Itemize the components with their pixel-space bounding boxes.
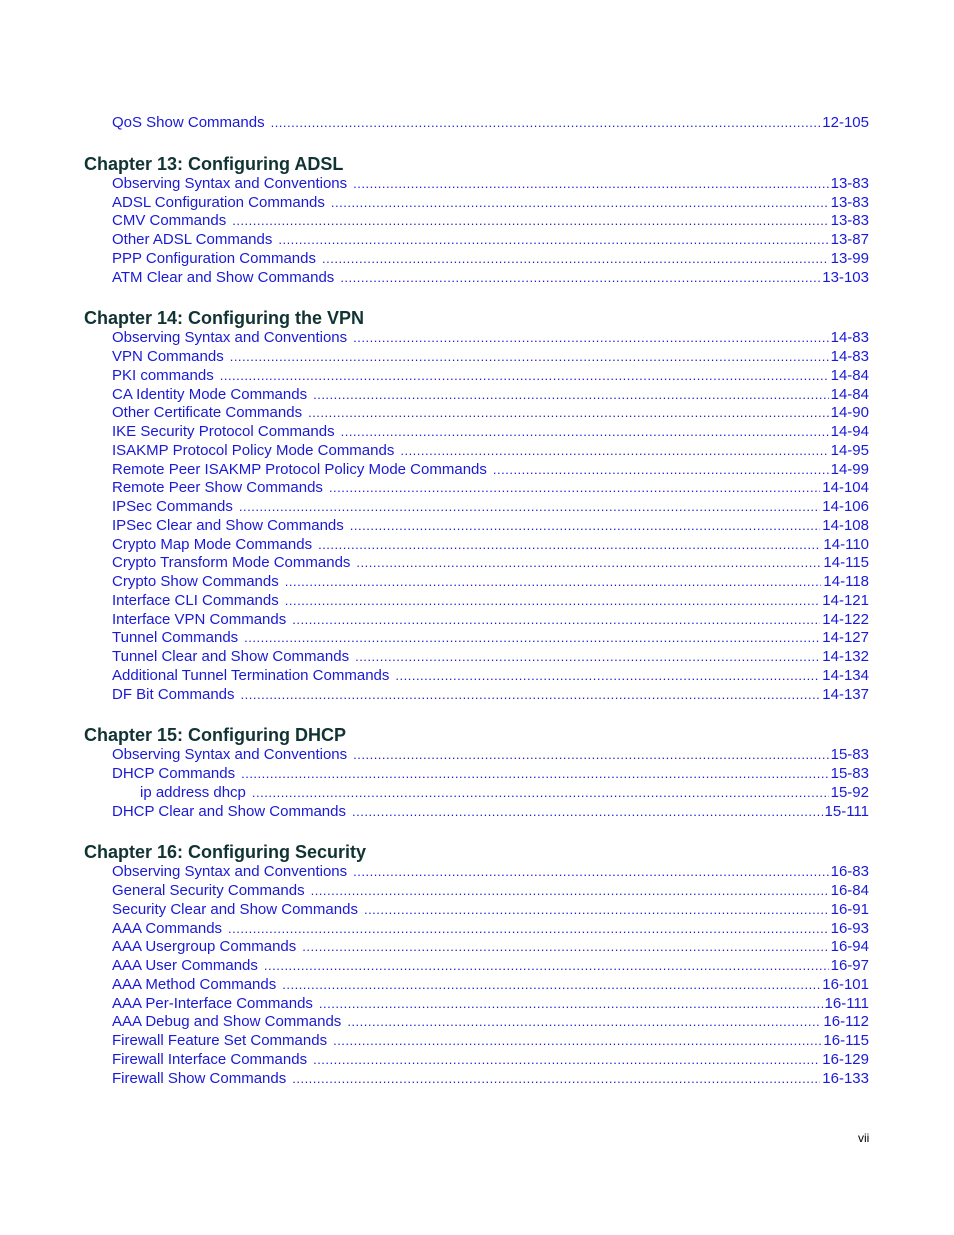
toc-entry-page: 14-106 — [822, 498, 869, 515]
toc-entry-page: 12-105 — [822, 114, 869, 131]
toc-entry-title: CA Identity Mode Commands — [112, 385, 308, 403]
toc-entry-title: AAA Commands — [112, 919, 223, 937]
toc-entry-title: ADSL Configuration Commands — [112, 193, 325, 211]
toc-entry-page: 16-97 — [830, 957, 869, 974]
table-of-contents — [84, 114, 869, 1088]
dot-leader — [292, 611, 820, 630]
toc-entry-link[interactable] — [84, 976, 869, 995]
dot-leader — [308, 404, 829, 423]
toc-entry-title: PKI commands — [112, 366, 214, 384]
toc-entry-title: Firewall Interface Commands — [112, 1050, 308, 1068]
toc-entry-title: CMV Commands — [112, 212, 227, 230]
dot-leader — [340, 269, 820, 288]
toc-entry-page: 14-137 — [822, 685, 869, 703]
dot-leader — [364, 901, 829, 920]
toc-entry-title: AAA Per-Interface Commands — [112, 994, 313, 1012]
toc-entry-link[interactable] — [84, 194, 869, 213]
dot-leader — [244, 629, 820, 648]
toc-entry-page: 14-115 — [823, 554, 869, 572]
toc-entry-page: 14-83 — [830, 329, 869, 347]
dot-leader — [355, 648, 820, 667]
toc-entry-link[interactable] — [84, 386, 869, 405]
toc-entry-title: DF Bit Commands — [112, 685, 235, 703]
toc-entry-link[interactable] — [84, 329, 869, 348]
toc-entry-title: Tunnel Commands — [112, 629, 239, 647]
toc-entry-page: 14-132 — [822, 648, 869, 665]
toc-entry-page: 13-83 — [830, 212, 869, 230]
toc-entry-link[interactable] — [84, 348, 869, 367]
toc-entry-link[interactable] — [84, 404, 869, 423]
toc-entry-title: AAA User Commands — [112, 957, 258, 974]
dot-leader — [350, 517, 821, 536]
toc-entry-page: 14-99 — [830, 460, 869, 478]
toc-entry-link[interactable] — [84, 212, 869, 231]
toc-entry-page: 16-101 — [822, 975, 869, 993]
dot-leader — [239, 498, 820, 517]
toc-entry-title: Interface CLI Commands — [112, 591, 279, 609]
toc-entry-title: Other ADSL Commands — [112, 231, 273, 248]
dot-leader — [285, 573, 822, 592]
dot-leader — [319, 995, 823, 1014]
dot-leader — [395, 667, 820, 686]
toc-entry-page: 16-133 — [822, 1069, 869, 1087]
toc-entry-link[interactable] — [84, 554, 869, 573]
toc-entry-title: DHCP Clear and Show Commands — [112, 802, 346, 820]
dot-leader — [322, 250, 829, 269]
dot-leader — [292, 1070, 820, 1089]
toc-entry-link[interactable] — [84, 231, 869, 250]
toc-entry-link[interactable] — [84, 648, 869, 667]
toc-entry-title: Other Certificate Commands — [112, 404, 303, 422]
toc-entry-page: 16-112 — [823, 1013, 869, 1031]
dot-leader — [353, 175, 828, 194]
toc-entry-page: 13-87 — [830, 231, 869, 248]
toc-entry-page: 14-95 — [830, 441, 869, 459]
toc-entry-link[interactable] — [84, 536, 869, 555]
toc-entry-title: ip address dhcp — [140, 783, 246, 801]
toc-entry-title: Security Clear and Show Commands — [112, 900, 358, 918]
toc-entry-title: IPSec Clear and Show Commands — [112, 516, 344, 534]
dot-leader — [228, 920, 829, 939]
dot-leader — [252, 784, 829, 803]
toc-entry-title: Firewall Feature Set Commands — [112, 1032, 328, 1049]
toc-entry-link[interactable] — [84, 498, 869, 517]
toc-entry-title: AAA Method Commands — [112, 975, 277, 993]
toc-entry-title: ISAKMP Protocol Policy Mode Commands — [112, 441, 395, 459]
toc-entry-title: IPSec Commands — [112, 498, 233, 515]
page-number: vii — [858, 1131, 870, 1145]
toc-entry-link[interactable] — [84, 629, 869, 648]
chapter-heading: Chapter 14: Configuring the VPN — [84, 308, 365, 329]
dot-leader — [282, 976, 820, 995]
toc-entry-link[interactable] — [84, 114, 869, 133]
dot-leader — [333, 1032, 821, 1051]
toc-entry-page: 14-83 — [830, 348, 869, 365]
dot-leader — [311, 882, 829, 901]
chapter-heading: Chapter 13: Configuring ADSL — [84, 153, 344, 174]
dot-leader — [329, 479, 820, 498]
toc-entry-link[interactable] — [84, 784, 869, 803]
dot-leader — [313, 1051, 820, 1070]
toc-entry-title: Crypto Transform Mode Commands — [112, 554, 351, 572]
toc-entry-link[interactable] — [84, 765, 869, 784]
toc-entry-link[interactable] — [84, 1032, 869, 1051]
dot-leader — [313, 386, 829, 405]
dot-leader — [220, 367, 829, 386]
toc-entry-title: IKE Security Protocol Commands — [112, 423, 335, 440]
toc-entry-title: Crypto Show Commands — [112, 573, 279, 590]
toc-entry-title: DHCP Commands — [112, 765, 236, 782]
toc-entry-link[interactable] — [84, 175, 869, 194]
toc-entry-title: Remote Peer Show Commands — [112, 479, 323, 497]
dot-leader — [331, 194, 829, 213]
toc-entry-page: 14-118 — [823, 573, 869, 590]
toc-entry-link[interactable] — [84, 442, 869, 461]
toc-entry-link[interactable] — [84, 803, 869, 822]
toc-entry-link[interactable] — [84, 573, 869, 592]
chapter-heading: Chapter 16: Configuring Security — [84, 842, 367, 863]
dot-leader — [353, 746, 828, 765]
toc-entry-title: PPP Configuration Commands — [112, 249, 316, 267]
toc-entry-link[interactable] — [84, 269, 869, 288]
toc-entry-link[interactable] — [84, 461, 869, 480]
toc-entry-title: Remote Peer ISAKMP Protocol Policy Mode Commands — [112, 460, 487, 478]
dot-leader — [271, 114, 821, 133]
toc-entry-page: 13-83 — [830, 174, 869, 192]
toc-entry-page: 16-93 — [830, 919, 869, 937]
toc-entry-link[interactable] — [84, 667, 869, 686]
toc-entry-page: 14-134 — [822, 666, 869, 684]
toc-entry-link[interactable] — [84, 367, 869, 386]
toc-entry-page: 14-94 — [830, 423, 869, 440]
toc-entry-link[interactable] — [84, 920, 869, 939]
toc-entry-page: 13-103 — [822, 268, 869, 286]
toc-entry-page: 14-121 — [822, 591, 869, 609]
toc-entry-title: Observing Syntax and Conventions — [112, 863, 348, 881]
dot-leader — [400, 442, 828, 461]
toc-entry-link[interactable] — [84, 611, 869, 630]
dot-leader — [241, 765, 829, 784]
toc-entry-page: 16-129 — [822, 1050, 869, 1068]
toc-entry-page: 15-92 — [830, 783, 869, 801]
toc-entry-page: 14-90 — [830, 404, 869, 422]
toc-entry-link[interactable] — [84, 995, 869, 1014]
toc-entry-title: Observing Syntax and Conventions — [112, 174, 348, 192]
dot-leader — [241, 686, 821, 705]
toc-entry-page: 16-83 — [830, 863, 869, 881]
dot-leader — [353, 863, 828, 882]
toc-entry-page: 14-84 — [830, 385, 869, 403]
toc-entry-title: Observing Syntax and Conventions — [112, 746, 348, 764]
toc-entry-title: Firewall Show Commands — [112, 1069, 287, 1087]
toc-entry-page: 16-111 — [824, 994, 869, 1012]
toc-entry-title: Crypto Map Mode Commands — [112, 535, 313, 553]
toc-entry-page: 14-122 — [822, 610, 869, 628]
dot-leader — [278, 231, 828, 250]
toc-entry-title: Tunnel Clear and Show Commands — [112, 648, 350, 665]
toc-entry-link[interactable] — [84, 517, 869, 536]
toc-entry-page: 13-99 — [830, 249, 869, 267]
dot-leader — [264, 957, 829, 976]
toc-entry-title: Additional Tunnel Termination Commands — [112, 666, 390, 684]
dot-leader — [353, 329, 828, 348]
toc-entry-link[interactable] — [84, 901, 869, 920]
dot-leader — [230, 348, 829, 367]
toc-entry-link[interactable] — [84, 1051, 869, 1070]
toc-entry-title: VPN Commands — [112, 348, 224, 365]
toc-entry-title: General Security Commands — [112, 882, 305, 899]
dot-leader — [356, 554, 821, 573]
toc-entry-link[interactable] — [84, 250, 869, 269]
toc-entry-title: ATM Clear and Show Commands — [112, 268, 335, 286]
toc-entry-link[interactable] — [84, 1070, 869, 1089]
toc-entry-title: Interface VPN Commands — [112, 610, 287, 628]
dot-leader — [352, 803, 823, 822]
toc-entry-page: 14-84 — [830, 366, 869, 384]
toc-entry-page: 16-94 — [830, 938, 869, 956]
toc-entry-page: 13-83 — [830, 193, 869, 211]
toc-entry-page: 16-115 — [823, 1032, 869, 1049]
toc-entry-link[interactable] — [84, 423, 869, 442]
dot-leader — [347, 1013, 821, 1032]
toc-entry-link[interactable] — [84, 882, 869, 901]
toc-entry-link[interactable] — [84, 1013, 869, 1032]
toc-entry-title: Observing Syntax and Conventions — [112, 329, 348, 347]
dot-leader — [318, 536, 821, 555]
toc-entry-page: 16-91 — [830, 900, 869, 918]
toc-entry-link[interactable] — [84, 863, 869, 882]
toc-entry-page: 15-83 — [830, 765, 869, 782]
dot-leader — [285, 592, 821, 611]
toc-entry-page: 14-108 — [822, 516, 869, 534]
toc-entry-link[interactable] — [84, 479, 869, 498]
toc-entry-page: 14-110 — [823, 535, 869, 553]
toc-entry-title: AAA Debug and Show Commands — [112, 1013, 342, 1031]
toc-entry-page: 14-127 — [822, 629, 869, 647]
dot-leader — [302, 938, 828, 957]
toc-entry-link[interactable] — [84, 957, 869, 976]
toc-entry-link[interactable] — [84, 938, 869, 957]
dot-leader — [493, 461, 829, 480]
toc-entry-title: AAA Usergroup Commands — [112, 938, 297, 956]
dot-leader — [341, 423, 829, 442]
dot-leader — [232, 212, 828, 231]
toc-entry-page: 15-111 — [824, 802, 869, 820]
toc-entry-link[interactable] — [84, 686, 869, 705]
chapter-heading: Chapter 15: Configuring DHCP — [84, 725, 347, 746]
toc-entry-page: 16-84 — [830, 882, 869, 899]
toc-entry-link[interactable] — [84, 746, 869, 765]
toc-entry-title: QoS Show Commands — [112, 114, 265, 131]
toc-entry-page: 14-104 — [822, 479, 869, 497]
toc-entry-link[interactable] — [84, 592, 869, 611]
toc-entry-page: 15-83 — [830, 746, 869, 764]
